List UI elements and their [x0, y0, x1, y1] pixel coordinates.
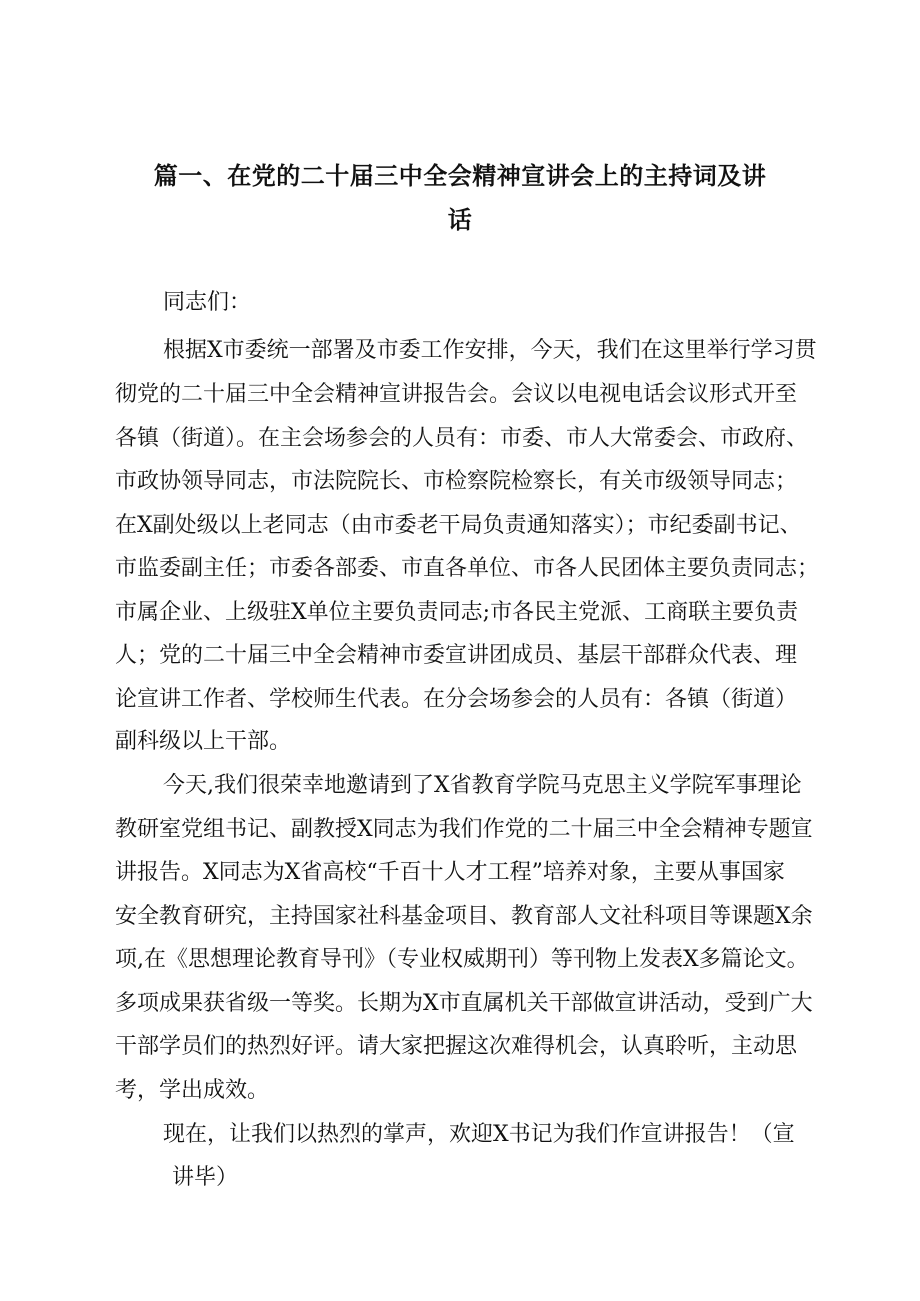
text-line: 干部学员们的热烈好评。请大家把握这次难得机会，认真聆听，主动思: [115, 1034, 798, 1059]
text-line: 论宣讲工作者、学校师生代表。在分会场参会的人员有：各镇（街道）: [115, 687, 798, 712]
text-line: 考，学出成效。: [115, 1078, 270, 1103]
text-line: 在X副处级以上老同志（由市委老干局负责通知落实）；市纪委副书记、: [115, 513, 802, 538]
text-line: 多项成果获省级一等奖。长期为X市直属机关干部做宣讲活动，受到广大: [115, 991, 813, 1016]
document-title: 篇一、在党的二十届三中全会精神宣讲会上的主持词及讲: [153, 162, 767, 190]
text-line: 安全教育研究，主持国家社科基金项目、教育部人文社科项目等课题X余: [115, 904, 813, 929]
text-line: 人；党的二十届三中全会精神市委宣讲团成员、基层干部群众代表、理: [115, 643, 798, 668]
text-line: 讲报告。X同志为X省高校“千百十人才工程”培养对象，主要从事国家: [115, 860, 785, 885]
text-line: 今天,我们很荣幸地邀请到了X省教育学院马克思主义学院军事理论: [163, 773, 802, 798]
text-line: 项,在《思想理论教育导刊》（专业权威期刊）等刊物上发表X多篇论文。: [115, 947, 809, 972]
text-line: 讲毕）: [172, 1165, 239, 1190]
salutation: 同志们：: [163, 290, 252, 315]
text-line: 各镇（街道）。在主会场参会的人员有：市委、市人大常委会、市政府、: [115, 426, 809, 451]
text-line: 市监委副主任；市委各部委、市直各单位、市各人民团体主要负责同志；: [115, 556, 820, 581]
document-title-continued: 话: [447, 206, 473, 234]
text-line: 现在，让我们以热烈的掌声，欢迎X书记为我们作宣讲报告！（宣: [163, 1122, 795, 1147]
text-line: 市属企业、上级驻X单位主要负责同志;市各民主党派、工商联主要负责: [115, 600, 799, 625]
text-line: 教研室党组书记、副教授X同志为我们作党的二十届三中全会精神专题宣: [115, 817, 813, 842]
text-line: 彻党的二十届三中全会精神宣讲报告会。会议以电视电话会议形式开至: [115, 382, 798, 407]
text-line: 市政协领导同志，市法院院长、市检察院检察长，有关市级领导同志；: [115, 469, 798, 494]
text-line: 根据X市委统一部署及市委工作安排，今天，我们在这里举行学习贯: [163, 338, 817, 363]
text-line: 副科级以上干部。: [115, 729, 292, 754]
